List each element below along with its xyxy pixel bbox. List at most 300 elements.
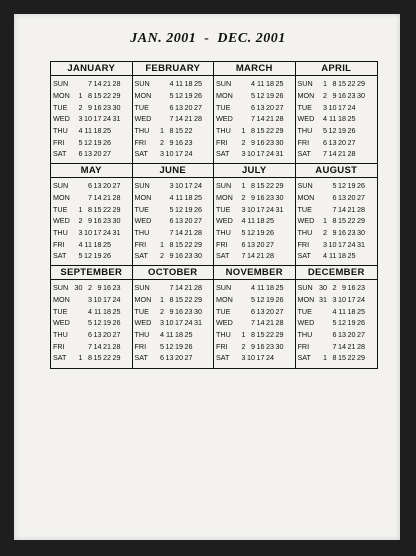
date-number: 11 xyxy=(329,114,337,124)
date-number: 27 xyxy=(347,137,356,147)
week-row xyxy=(296,125,378,137)
date-number: 15 xyxy=(256,330,265,340)
date-number: 11 xyxy=(166,330,174,340)
date-number: 12 xyxy=(175,204,183,214)
date-number: 20 xyxy=(347,193,356,203)
date-number: 6 xyxy=(88,181,92,191)
week-row xyxy=(214,215,295,227)
month-june xyxy=(133,164,215,266)
week-row xyxy=(214,78,295,90)
date-number: 28 xyxy=(357,341,365,351)
month-name: SEPTEMBER xyxy=(51,266,132,280)
date-number: 25 xyxy=(103,239,111,249)
day-name: THU xyxy=(53,126,68,136)
date-number: 26 xyxy=(194,91,202,101)
date-number: 13 xyxy=(93,330,102,340)
date-number: 22 xyxy=(347,79,356,89)
date-number: 4 xyxy=(323,251,327,261)
date-number: 12 xyxy=(338,181,346,191)
date-number: 24 xyxy=(347,102,356,112)
day-name: WED xyxy=(216,216,233,226)
date-number: 15 xyxy=(256,126,265,136)
date-number: 24 xyxy=(184,149,193,159)
date-number: 14 xyxy=(247,251,255,261)
date-number: 30 xyxy=(74,283,83,293)
date-number: 13 xyxy=(84,149,92,159)
date-number: 25 xyxy=(357,306,365,316)
date-number: 29 xyxy=(357,79,365,89)
date-number: 2 xyxy=(241,341,246,351)
date-number: 26 xyxy=(112,318,121,328)
date-number: 6 xyxy=(323,137,327,147)
week-row xyxy=(296,113,378,125)
date-number: 20 xyxy=(347,330,356,340)
month-days xyxy=(133,178,214,262)
date-number: 26 xyxy=(194,204,202,214)
date-number: 12 xyxy=(256,91,265,101)
date-number: 23 xyxy=(357,283,365,293)
day-name: WED xyxy=(134,318,152,328)
date-number: 1 xyxy=(160,126,164,136)
day-name: SUN xyxy=(134,181,150,191)
date-number: 25 xyxy=(112,306,121,316)
date-number: 18 xyxy=(175,330,183,340)
month-october xyxy=(133,266,215,368)
date-number: 4 xyxy=(251,79,255,89)
date-number: 9 xyxy=(251,137,255,147)
date-number: 15 xyxy=(256,181,265,191)
date-number: 16 xyxy=(338,228,346,238)
date-number: 13 xyxy=(338,193,346,203)
day-name: THU xyxy=(53,228,68,238)
day-name: MON xyxy=(134,91,152,101)
date-number: 24 xyxy=(103,228,111,238)
day-name: THU xyxy=(216,330,231,340)
week-row xyxy=(51,148,132,160)
date-number: 12 xyxy=(175,91,183,101)
day-name: SAT xyxy=(53,251,67,261)
date-number: 7 xyxy=(88,341,92,351)
week-row xyxy=(296,238,378,250)
date-number: 10 xyxy=(338,295,346,305)
week-row xyxy=(296,101,378,113)
week-row xyxy=(214,340,295,352)
date-number: 28 xyxy=(112,341,121,351)
week-row xyxy=(296,136,378,148)
month-march xyxy=(214,62,296,164)
date-number: 6 xyxy=(332,330,337,340)
date-number: 16 xyxy=(347,283,356,293)
date-number: 10 xyxy=(247,204,255,214)
date-number: 3 xyxy=(323,102,327,112)
date-number: 27 xyxy=(275,306,284,316)
date-number: 20 xyxy=(266,306,274,316)
date-number: 30 xyxy=(275,193,284,203)
date-number: 22 xyxy=(266,181,274,191)
date-number: 24 xyxy=(266,204,274,214)
month-november xyxy=(214,266,296,368)
day-name: SUN xyxy=(297,181,313,191)
week-row xyxy=(133,78,214,90)
date-number: 14 xyxy=(175,114,183,124)
week-row xyxy=(133,215,214,227)
date-number: 23 xyxy=(266,341,274,351)
date-number: 23 xyxy=(266,193,274,203)
day-name: WED xyxy=(53,318,70,328)
day-name: SAT xyxy=(53,149,67,159)
date-number: 17 xyxy=(256,204,265,214)
date-number: 5 xyxy=(251,295,255,305)
date-number: 9 xyxy=(169,137,174,147)
day-name: FRI xyxy=(297,341,310,351)
date-number: 11 xyxy=(84,239,92,249)
date-number: 15 xyxy=(338,353,346,363)
date-number: 22 xyxy=(184,126,193,136)
date-number: 14 xyxy=(328,149,337,159)
date-number: 14 xyxy=(93,341,102,351)
day-name: THU xyxy=(134,330,150,340)
day-name: MON xyxy=(216,193,233,203)
day-name: MON xyxy=(134,295,152,305)
date-number: 27 xyxy=(357,193,365,203)
date-number: 7 xyxy=(169,228,174,238)
month-name: JUNE xyxy=(133,164,214,178)
date-number: 8 xyxy=(251,126,255,136)
date-number: 7 xyxy=(88,193,92,203)
date-number: 30 xyxy=(194,306,202,316)
day-name: TUE xyxy=(53,306,68,316)
date-number: 19 xyxy=(347,318,356,328)
date-number: 29 xyxy=(357,216,365,226)
date-number: 8 xyxy=(88,353,92,363)
day-name: MON xyxy=(297,91,315,101)
date-number: 21 xyxy=(103,341,111,351)
week-row xyxy=(214,148,295,160)
month-may xyxy=(51,164,133,266)
date-number: 22 xyxy=(184,295,193,305)
month-name: JULY xyxy=(214,164,295,178)
month-days xyxy=(296,178,378,262)
date-number: 9 xyxy=(88,102,92,112)
month-days xyxy=(214,76,295,160)
date-number: 7 xyxy=(251,318,255,328)
date-number: 29 xyxy=(112,353,121,363)
date-number: 26 xyxy=(103,251,111,261)
date-number: 19 xyxy=(347,181,356,191)
week-row xyxy=(51,78,132,90)
date-number: 11 xyxy=(84,126,92,136)
week-row xyxy=(214,238,295,250)
week-row xyxy=(296,78,378,90)
date-number: 11 xyxy=(94,306,102,316)
date-number: 9 xyxy=(332,228,337,238)
date-number: 19 xyxy=(175,341,183,351)
date-number: 23 xyxy=(103,102,111,112)
month-days xyxy=(214,178,295,262)
date-number: 30 xyxy=(319,283,327,293)
date-number: 31 xyxy=(194,318,202,328)
date-number: 19 xyxy=(93,137,102,147)
week-row xyxy=(51,101,132,113)
date-number: 5 xyxy=(78,251,83,261)
date-number: 16 xyxy=(256,341,265,351)
date-number: 17 xyxy=(93,228,102,238)
week-row xyxy=(214,90,295,102)
date-number: 24 xyxy=(194,181,202,191)
date-number: 29 xyxy=(112,91,121,101)
date-number: 13 xyxy=(247,239,255,249)
date-number: 4 xyxy=(169,79,174,89)
date-number: 27 xyxy=(275,102,284,112)
date-number: 12 xyxy=(84,251,92,261)
day-name: SAT xyxy=(297,149,311,159)
date-number: 18 xyxy=(184,193,193,203)
date-number: 10 xyxy=(165,149,174,159)
day-name: SAT xyxy=(297,251,311,261)
date-number: 11 xyxy=(329,251,337,261)
date-number: 24 xyxy=(184,318,193,328)
week-row xyxy=(51,317,132,329)
date-number: 21 xyxy=(184,114,193,124)
date-number: 11 xyxy=(175,79,183,89)
date-number: 1 xyxy=(78,91,83,101)
date-number: 2 xyxy=(88,283,92,293)
day-name: MON xyxy=(53,193,70,203)
date-number: 20 xyxy=(184,216,193,226)
month-days xyxy=(51,280,132,364)
date-number: 20 xyxy=(184,102,193,112)
date-number: 11 xyxy=(175,193,183,203)
date-number: 5 xyxy=(251,91,255,101)
date-number: 14 xyxy=(93,79,102,89)
date-number: 5 xyxy=(169,91,174,101)
day-name: SAT xyxy=(216,251,230,261)
date-number: 28 xyxy=(357,204,365,214)
date-number: 22 xyxy=(184,239,193,249)
week-row xyxy=(133,136,214,148)
date-number: 21 xyxy=(266,318,274,328)
week-row xyxy=(51,180,132,192)
date-number: 31 xyxy=(357,239,365,249)
day-name: TUE xyxy=(297,102,312,112)
month-days xyxy=(296,76,378,160)
date-number: 27 xyxy=(184,353,193,363)
date-number: 2 xyxy=(323,91,327,101)
day-name: WED xyxy=(297,216,315,226)
month-name: OCTOBER xyxy=(133,266,214,280)
date-number: 17 xyxy=(256,353,265,363)
date-number: 18 xyxy=(338,251,346,261)
date-number: 24 xyxy=(357,295,365,305)
day-name: TUE xyxy=(134,102,149,112)
date-number: 14 xyxy=(175,283,183,293)
date-number: 1 xyxy=(160,239,164,249)
date-number: 3 xyxy=(241,353,246,363)
week-row xyxy=(214,113,295,125)
date-number: 6 xyxy=(251,306,255,316)
day-name: THU xyxy=(216,228,231,238)
date-number: 13 xyxy=(328,137,337,147)
date-number: 18 xyxy=(347,306,356,316)
date-number: 9 xyxy=(97,283,102,293)
week-row xyxy=(296,192,378,204)
date-number: 17 xyxy=(175,318,183,328)
date-number: 23 xyxy=(347,228,356,238)
date-number: 25 xyxy=(347,114,356,124)
date-number: 3 xyxy=(323,239,327,249)
date-number: 8 xyxy=(88,91,92,101)
date-number: 29 xyxy=(194,295,202,305)
day-name: THU xyxy=(134,228,150,238)
date-number: 26 xyxy=(275,295,284,305)
date-number: 23 xyxy=(103,216,111,226)
date-number: 18 xyxy=(338,114,346,124)
date-number: 2 xyxy=(241,193,246,203)
month-name: MAY xyxy=(51,164,132,178)
week-row xyxy=(51,352,132,364)
date-number: 9 xyxy=(332,91,337,101)
month-february xyxy=(133,62,215,164)
day-name: FRI xyxy=(134,137,147,147)
date-number: 29 xyxy=(357,353,365,363)
date-number: 11 xyxy=(257,79,265,89)
week-row xyxy=(51,113,132,125)
date-number: 19 xyxy=(266,91,274,101)
date-number: 20 xyxy=(256,239,265,249)
date-number: 9 xyxy=(251,193,255,203)
date-number: 24 xyxy=(112,295,121,305)
week-row xyxy=(214,282,295,294)
week-row xyxy=(51,90,132,102)
month-july xyxy=(214,164,296,266)
day-name: THU xyxy=(297,228,313,238)
date-number: 4 xyxy=(241,216,246,226)
date-number: 3 xyxy=(160,318,164,328)
week-row xyxy=(296,180,378,192)
month-august xyxy=(296,164,378,266)
day-name: MON xyxy=(134,193,152,203)
date-number: 5 xyxy=(332,318,337,328)
date-number: 15 xyxy=(175,126,183,136)
date-number: 30 xyxy=(275,341,284,351)
date-number: 21 xyxy=(347,204,356,214)
month-name: APRIL xyxy=(296,62,378,76)
date-number: 15 xyxy=(175,295,183,305)
date-number: 17 xyxy=(338,239,346,249)
week-row xyxy=(133,192,214,204)
day-name: WED xyxy=(134,114,152,124)
week-row xyxy=(51,215,132,227)
day-name: TUE xyxy=(216,102,231,112)
date-number: 20 xyxy=(103,181,111,191)
date-number: 13 xyxy=(256,306,265,316)
month-name: AUGUST xyxy=(296,164,378,178)
date-number: 5 xyxy=(88,318,92,328)
day-name: WED xyxy=(297,318,315,328)
day-name: WED xyxy=(134,216,152,226)
date-number: 16 xyxy=(175,251,183,261)
date-number: 16 xyxy=(93,102,102,112)
day-name: MON xyxy=(53,295,70,305)
week-row xyxy=(214,227,295,239)
day-name: SAT xyxy=(297,353,311,363)
date-number: 4 xyxy=(78,126,83,136)
date-number: 26 xyxy=(347,126,356,136)
week-row xyxy=(296,227,378,239)
date-number: 26 xyxy=(275,91,284,101)
month-days xyxy=(133,280,214,364)
date-number: 27 xyxy=(112,330,121,340)
week-row xyxy=(51,192,132,204)
date-number: 7 xyxy=(251,114,255,124)
date-number: 6 xyxy=(241,239,246,249)
date-number: 15 xyxy=(93,91,102,101)
date-number: 29 xyxy=(194,239,202,249)
date-number: 17 xyxy=(338,102,346,112)
date-number: 15 xyxy=(175,239,183,249)
date-number: 14 xyxy=(175,228,183,238)
week-row xyxy=(214,136,295,148)
day-name: TUE xyxy=(134,306,149,316)
date-number: 4 xyxy=(323,114,327,124)
date-number: 31 xyxy=(112,228,121,238)
date-number: 12 xyxy=(165,341,174,351)
date-number: 10 xyxy=(165,318,174,328)
date-number: 25 xyxy=(194,193,202,203)
date-number: 18 xyxy=(184,79,193,89)
date-number: 7 xyxy=(169,114,174,124)
date-number: 2 xyxy=(241,137,246,147)
date-number: 23 xyxy=(266,137,274,147)
day-name: THU xyxy=(297,126,313,136)
date-number: 8 xyxy=(251,330,255,340)
day-name: SAT xyxy=(134,353,148,363)
day-name: TUE xyxy=(297,306,312,316)
date-number: 1 xyxy=(160,295,164,305)
date-number: 14 xyxy=(93,193,102,203)
date-number: 7 xyxy=(332,204,337,214)
day-name: SUN xyxy=(53,283,69,293)
date-number: 10 xyxy=(175,181,183,191)
date-number: 22 xyxy=(103,91,111,101)
date-number: 1 xyxy=(241,181,246,191)
date-number: 21 xyxy=(256,251,265,261)
day-name: TUE xyxy=(53,204,68,214)
date-number: 2 xyxy=(160,251,164,261)
date-number: 16 xyxy=(175,137,183,147)
date-number: 24 xyxy=(347,239,356,249)
date-number: 4 xyxy=(332,306,337,316)
date-number: 7 xyxy=(169,283,174,293)
date-number: 17 xyxy=(175,149,183,159)
date-number: 12 xyxy=(84,137,92,147)
date-number: 28 xyxy=(275,114,284,124)
calendar-title: JAN. 2001 - DEC. 2001 xyxy=(130,31,286,46)
date-number: 14 xyxy=(256,318,265,328)
day-name: MON xyxy=(216,91,233,101)
day-name: TUE xyxy=(53,102,68,112)
day-name: MON xyxy=(216,295,233,305)
week-row xyxy=(214,125,295,137)
date-number: 14 xyxy=(338,204,346,214)
date-number: 26 xyxy=(266,228,274,238)
week-row xyxy=(133,125,214,137)
date-number: 20 xyxy=(103,330,111,340)
date-number: 18 xyxy=(266,79,274,89)
day-name: TUE xyxy=(216,204,231,214)
day-name: SAT xyxy=(134,251,148,261)
week-row xyxy=(214,101,295,113)
